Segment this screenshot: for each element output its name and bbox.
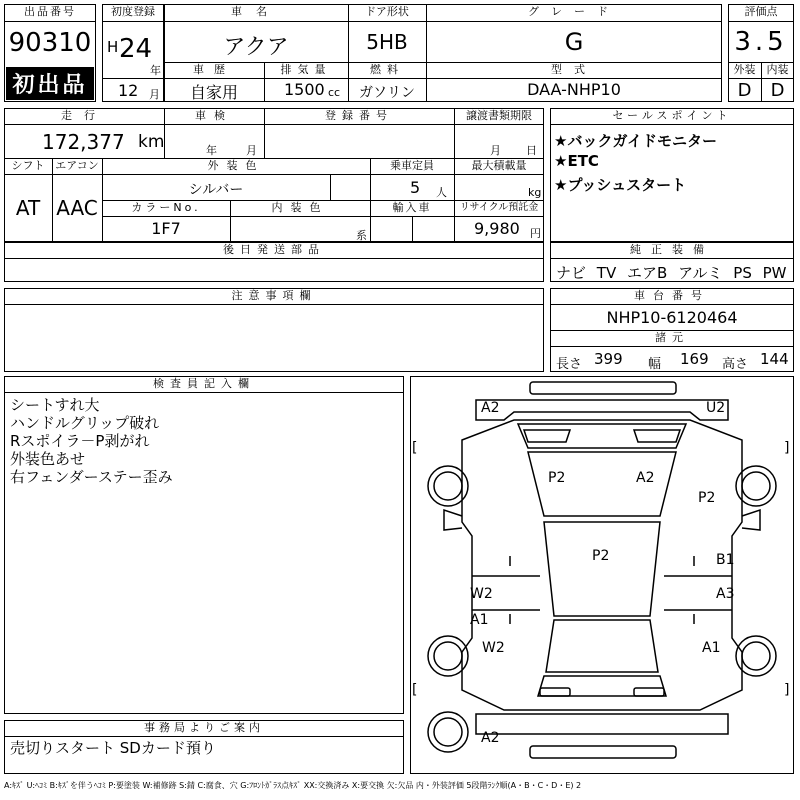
registration-no-label: 登録番号 xyxy=(325,109,393,122)
damage-mark: A3 xyxy=(716,586,735,602)
equipment-label: 純正装備 xyxy=(630,243,714,256)
damage-mark: A1 xyxy=(702,640,721,656)
max-load-label: 最大積載量 xyxy=(471,159,527,172)
height-label: 高さ xyxy=(722,357,749,372)
legend-text: A:ｷｽﾞ U:ﾍｺﾐ B:ｷｽﾞを伴うﾍｺﾐ P:要塗装 W:補修跡 S:錆 C:腐食、穴 G:ﾌﾛﾝﾄｶﾞﾗｽ点ｷｽﾞ XX:交換済み X:要交換 欠:欠品 内・外装評価 5段階ﾗﾝｸ順(A・B・C・D・E) 2 xyxy=(4,781,582,790)
equipment-item: アルミ xyxy=(678,264,723,282)
height: 144 xyxy=(760,350,789,368)
damage-mark: P2 xyxy=(548,470,566,486)
car-name-label: 車名 xyxy=(231,5,281,18)
km-unit: km xyxy=(138,132,165,152)
chassis-label: 車台番号 xyxy=(634,289,710,302)
shift-type: AT xyxy=(15,196,41,220)
transfer-docs-label: 譲渡書類期限 xyxy=(466,109,532,122)
sales-point-item: ★ETC xyxy=(554,152,599,170)
inspection-month-unit: 月 xyxy=(246,144,257,157)
mileage-label: 走行 xyxy=(61,109,107,122)
score-label: 評価点 xyxy=(744,5,778,18)
displacement-label: 排気量 xyxy=(280,63,332,76)
inspector-note: シートすれ大 xyxy=(10,396,100,414)
year-unit: 年 xyxy=(150,64,161,77)
damage-mark: B1 xyxy=(716,552,735,568)
exterior-label: 外装 xyxy=(733,63,756,76)
chassis-number: NHP10-6120464 xyxy=(606,308,738,327)
registration-label: 初度登録 xyxy=(111,5,155,18)
fuel-label: 燃料 xyxy=(370,63,404,76)
cc-unit: cc xyxy=(328,86,341,99)
door-label: ドア形状 xyxy=(365,5,409,18)
damage-mark: A2 xyxy=(481,400,500,416)
exterior-grade: D xyxy=(737,80,752,101)
recycle-fee: 9,980 xyxy=(474,219,520,238)
vehicle-info-block xyxy=(4,108,544,242)
damage-mark: P2 xyxy=(592,548,610,564)
width: 169 xyxy=(680,350,709,368)
transfer-day-unit: 日 xyxy=(526,144,537,157)
capacity-unit: 人 xyxy=(436,186,447,199)
model-code: DAA-NHP10 xyxy=(527,80,621,99)
later-parts-label: 後日発送部品 xyxy=(223,243,325,256)
grade-label: グレード xyxy=(528,5,620,18)
door-type: 5HB xyxy=(366,30,408,54)
displacement: 1500 xyxy=(284,80,325,99)
mileage: 172,377 xyxy=(42,130,125,154)
damage-mark: A2 xyxy=(481,730,500,746)
reg-month: 12 xyxy=(118,81,139,100)
inspector-note: 右フェンダーステー歪み xyxy=(10,468,173,486)
month-unit: 月 xyxy=(149,88,160,101)
bracket-mark: ] xyxy=(784,682,790,698)
sales-point-item: ★バックガイドモニター xyxy=(554,132,717,150)
first-listing-text: 初出品 xyxy=(12,73,88,98)
length: 399 xyxy=(594,350,623,368)
bracket-mark: ] xyxy=(784,440,790,456)
sales-point-item: ★プッシュスタート xyxy=(554,176,687,194)
history-label: 車歴 xyxy=(193,63,235,76)
transfer-month-unit: 月 xyxy=(490,144,501,157)
damage-mark: W2 xyxy=(482,640,505,656)
damage-mark: A1 xyxy=(470,612,489,628)
equipment-item: PS xyxy=(733,264,752,282)
damage-mark: U2 xyxy=(706,400,726,416)
width-label: 幅 xyxy=(648,357,662,372)
interior-label: 内装 xyxy=(766,63,789,76)
interior-color-unit: 系 xyxy=(356,229,367,242)
load-unit: kg xyxy=(528,186,542,199)
aircon-type: AAC xyxy=(56,196,98,220)
aircon-label: エアコン xyxy=(55,159,99,172)
car-history: 自家用 xyxy=(189,83,238,102)
inspector-note: Rスポイラ－P剥がれ xyxy=(10,432,150,450)
equipment-item: PW xyxy=(762,264,787,282)
sales-points-label: セールスポイント xyxy=(612,109,732,122)
equipment-item: エアB xyxy=(627,264,668,282)
damage-mark: P2 xyxy=(698,490,716,506)
lot-label: 出品番号 xyxy=(24,5,76,18)
recycle-label: リサイクル預託金 xyxy=(459,202,539,213)
office-label: 事務局よりご案内 xyxy=(144,721,264,734)
equipment-item: TV xyxy=(596,264,617,282)
interior-color-label: 内装色 xyxy=(271,201,329,214)
interior-grade: D xyxy=(770,80,785,101)
inspector-note: 外装色あせ xyxy=(10,450,86,468)
bracket-mark: [ xyxy=(412,440,418,456)
model-label: 型式 xyxy=(551,63,597,76)
fuel-type: ガソリン xyxy=(359,85,415,101)
yen-unit: 円 xyxy=(530,227,541,240)
notes-label: 注意事項欄 xyxy=(231,289,317,302)
inspector-label: 検査員記入欄 xyxy=(153,377,255,390)
office-note: 売切りスタート SDカード預り xyxy=(10,739,216,757)
grade: G xyxy=(564,28,584,56)
score: 3.5 xyxy=(734,27,788,57)
inspector-note: ハンドルグリップ破れ xyxy=(10,414,160,432)
bracket-mark: [ xyxy=(412,682,418,698)
equipment-list xyxy=(556,262,787,283)
dims-label: 諸元 xyxy=(655,331,689,344)
damage-mark: W2 xyxy=(470,586,493,602)
lot-number: 90310 xyxy=(8,28,92,58)
import-label: 輸入車 xyxy=(392,201,432,214)
car-name: アクア xyxy=(223,35,289,60)
damage-mark: A2 xyxy=(636,470,655,486)
inspection-year-unit: 年 xyxy=(206,144,217,157)
shift-label: シフト xyxy=(11,159,45,172)
equipment-item: ナビ xyxy=(556,264,587,282)
car-outline-diagram xyxy=(410,376,794,774)
era-label: H xyxy=(107,38,119,56)
reg-year: 24 xyxy=(119,34,153,64)
inspection-label: 車検 xyxy=(195,109,233,122)
capacity: 5 xyxy=(410,178,421,197)
exterior-color: シルバー xyxy=(188,182,244,198)
capacity-label: 乗車定員 xyxy=(390,159,434,172)
length-label: 長さ xyxy=(556,357,583,372)
color-no-label: カラーNo. xyxy=(131,201,201,214)
exterior-color-label: 外装色 xyxy=(207,159,265,172)
color-no: 1F7 xyxy=(151,219,181,238)
